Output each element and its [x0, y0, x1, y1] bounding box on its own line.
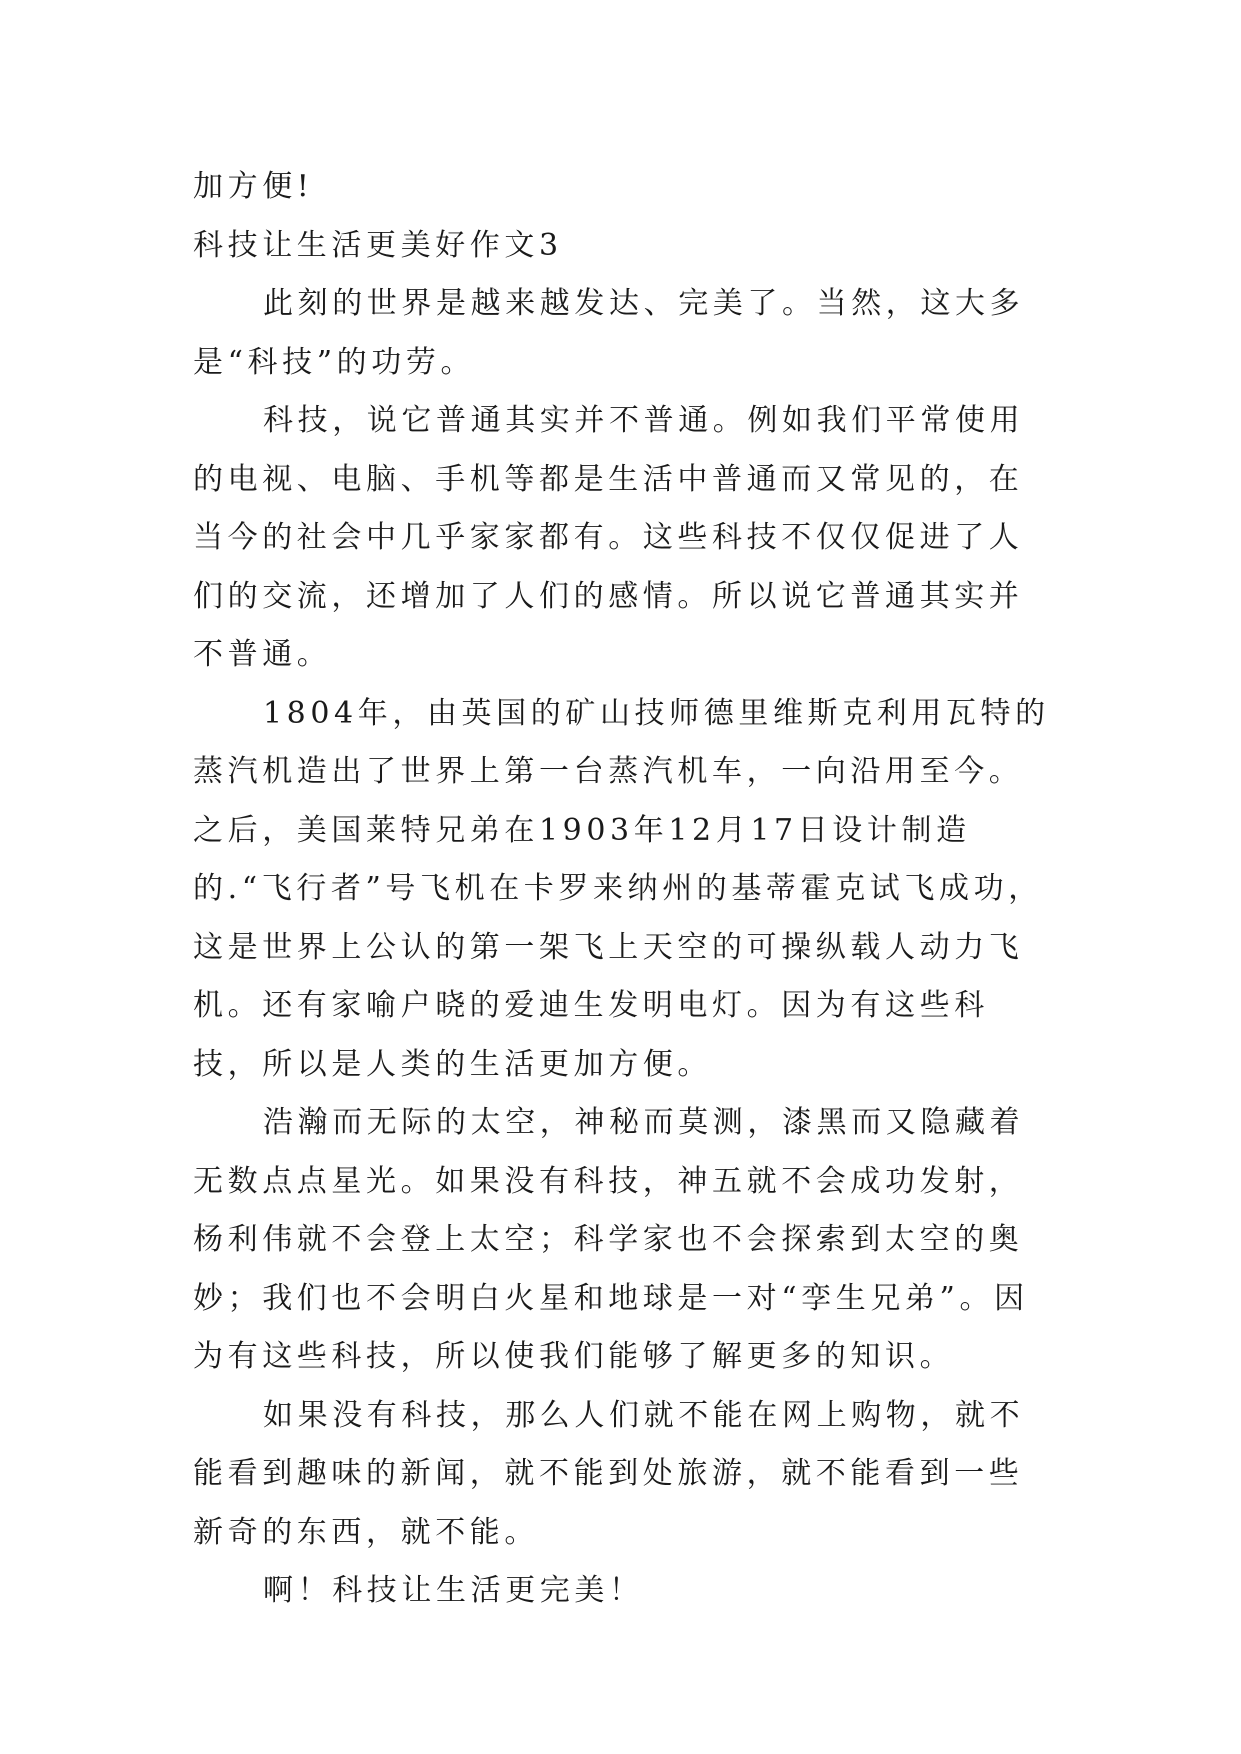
paragraph-continuation: 加方便! — [193, 169, 314, 204]
paragraph: 此刻的世界是越来越发达、完美了。当然，这大多是“科技”的功劳。 — [193, 286, 1025, 380]
paragraph: 啊！科技让生活更完美！ — [263, 1573, 644, 1608]
paragraph: 浩瀚而无际的太空，神秘而莫测，漆黑而又隐藏着无数点点星光。如果没有科技，神五就不会成功发射，杨利伟就不会登上太空；科学家也不会探索到太空的奥妙；我们也不会明白火星和地球是一对“孪生兄弟”。因为有这些科技，所以使我们能够了解更多的知识。 — [193, 1105, 1029, 1374]
essay-title: 科技让生活更美好作文3 — [193, 227, 563, 263]
paragraph: 科技，说它普通其实并不普通。例如我们平常使用的电视、电脑、手机等都是生活中普通而又常见的，在当今的社会中几乎家家都有。这些科技不仅仅促进了人们的交流，还增加了人们的感情。所以说它普通其实并不普通。 — [193, 403, 1025, 672]
paragraph: 如果没有科技，那么人们就不能在网上购物，就不能看到趣味的新闻，就不能到处旅游，就不能看到一些新奇的东西，就不能。 — [193, 1397, 1025, 1550]
document-body — [193, 158, 1053, 1621]
paragraph: 1804年，由英国的矿山技师德里维斯克利用瓦特的蒸汽机造出了世界上第一台蒸汽机车，一向沿用至今。之后，美国莱特兄弟在1903年12月17日设计制造的.“飞行者”号飞机在卡罗来纳州的基蒂霍克试飞成功，这是世界上公认的第一架飞上天空的可操纵载人动力飞机。还有家喻户晓的爱迪生发明电灯。因为有这些科技，所以是人类的生活更加方便。 — [193, 695, 1050, 1082]
